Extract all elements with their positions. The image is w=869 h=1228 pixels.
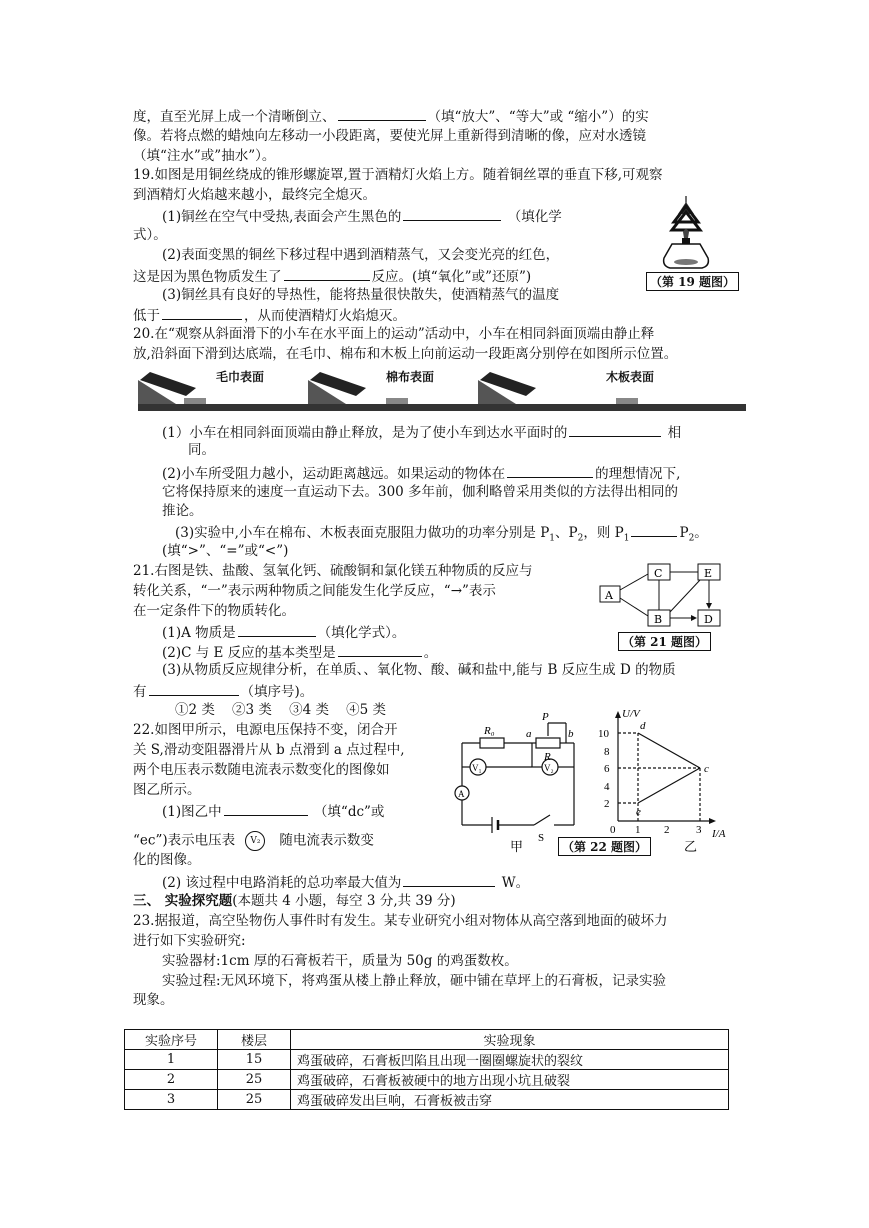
table-cell: 2	[125, 1070, 218, 1090]
header-cell: 实验序号	[125, 1030, 218, 1050]
substance-relation-diagram	[598, 560, 738, 632]
label-v1: V₁	[472, 763, 482, 773]
point-c: c	[704, 763, 709, 775]
q20-part1-cont: 同。	[188, 442, 215, 458]
table-header-row	[125, 1030, 729, 1050]
answer-blank[interactable]	[507, 463, 593, 478]
ytick-6: 6	[604, 763, 610, 775]
q23-stem-2: 进行如下实验研究:	[133, 933, 246, 949]
ytick-2: 2	[604, 798, 610, 810]
q19-part2-cont: 这是因为黑色物质发生了 反应。(填“氧化”或”还原”)	[133, 266, 531, 286]
xtick-3: 3	[696, 824, 702, 836]
table-cell: 15	[218, 1050, 291, 1070]
q19-caption: （第 19 题图）	[646, 272, 739, 291]
q19-part1: (1)铜丝在空气中受热,表面会产生黑色的 （填化学	[162, 206, 562, 226]
label-ammeter: A	[458, 789, 465, 799]
section-3-heading: 三、 实验探究题(本题共 4 小题，每空 3 分,共 39 分)	[133, 893, 456, 909]
table-cell: 25	[218, 1090, 291, 1110]
q20-stem: 20.在“观察从斜面滑下的小车在水平面上的运动”活动中，小车在相同斜面顶端由静止释	[133, 326, 655, 342]
label-v2: V₂	[544, 763, 554, 773]
q20-part2: (2)小车所受阻力越小，运动距离越远。如果运动的物体在 的理想情况下,	[162, 463, 680, 483]
alcohol-lamp-illustration	[650, 192, 740, 272]
xtick-2: 2	[664, 824, 670, 836]
q21-part3: (3)从物质反应规律分析，在单质、、氧化物、酸、碱和盐中,能与 B 反应生成 D 的物质	[162, 662, 676, 678]
q21-part3-cont: 有 （填序号)。	[133, 681, 313, 701]
point-d: d	[640, 720, 646, 732]
answer-blank[interactable]	[403, 872, 495, 887]
header-cell: 实验现象	[291, 1030, 729, 1050]
q22-stem-3: 两个电压表示数随电流表示数变化的图像如	[133, 762, 390, 778]
q23-stem: 23.据报道，高空坠物伤人事件时有发生。某专业研究小组对物体从高空落到地面的破坏力	[133, 913, 668, 929]
q21-figure	[598, 560, 738, 652]
label-r0: R₀	[484, 725, 495, 737]
node-e: E	[704, 567, 713, 580]
q23-materials: 实验器材:1cm 厚的石膏板若干，质量为 50g 的鸡蛋数枚。	[162, 953, 518, 969]
label-b: b	[568, 728, 574, 740]
ramp-illustrations	[136, 366, 746, 414]
point-e: e	[636, 806, 641, 818]
ytick-4: 4	[604, 781, 610, 793]
q18-line3: （填“注水”或”抽水”）。	[133, 148, 276, 164]
ytick-10: 10	[598, 728, 609, 740]
q22-figure	[450, 705, 740, 855]
q22-stem: 22.如图甲所示，电源电压保持不变，闭合开	[133, 722, 398, 738]
table-row	[125, 1070, 729, 1090]
table-cell: 鸡蛋破碎，石膏板凹陷且出现一圈圈螺旋状的裂纹	[291, 1050, 729, 1070]
q19-stem-2: 到酒精灯火焰越来越小，最终完全熄灭。	[133, 187, 376, 203]
surface-label-cotton: 棉布表面	[386, 370, 435, 384]
answer-blank[interactable]	[162, 305, 242, 320]
q21-stem-2: 转化关系，“一”表示两种物质之间能发生化学反应，“→”表示	[133, 583, 496, 599]
q21-part2: (2)C 与 E 反应的基本类型是 。	[162, 642, 437, 662]
answer-blank[interactable]	[631, 522, 677, 537]
q20-part1: (1）小车在相同斜面顶端由静止释放，是为了使小车到达水平面时的 相	[162, 422, 681, 442]
q22-stem-2: 关 S,滑动变阻器滑片从 b 点滑到 a 点过程中,	[133, 742, 405, 758]
surface-label-towel: 毛巾表面	[216, 370, 265, 384]
node-d: D	[704, 613, 713, 626]
q22-stem-4: 图乙所示。	[133, 782, 201, 798]
table-cell: 鸡蛋破碎，石膏板被硬中的地方出现小坑且破裂	[291, 1070, 729, 1090]
answer-blank[interactable]	[149, 681, 239, 696]
q22-part1: (1)图乙中 （填“dc”或	[162, 801, 384, 821]
q22-part1-cont: “ec”)表示电压表 V₂ 随电流表示数变	[133, 831, 374, 851]
header-cell: 楼层	[218, 1030, 291, 1050]
ytick-8: 8	[604, 746, 610, 758]
answer-blank[interactable]	[238, 622, 316, 637]
answer-blank[interactable]	[338, 106, 426, 121]
experiment-table	[124, 1029, 729, 1110]
q21-caption: （第 21 题图）	[618, 632, 711, 651]
label-p: P	[542, 711, 549, 723]
table-cell: 1	[125, 1050, 218, 1070]
node-b: B	[654, 613, 663, 626]
q22-part2: (2) 该过程中电路消耗的总功率最大值为 W。	[162, 872, 529, 892]
surface-label-wood: 木板表面	[606, 370, 655, 384]
graph-xlabel: I/A	[712, 828, 726, 840]
label-r: R	[544, 751, 551, 763]
q20-part3: (3)实验中,小车在棉布、木板表面克服阻力做功的功率分别是 $P_1$、$P_2$，则 $P_1$ $P_2$。	[175, 522, 708, 548]
q19-part2: (2)表面变黑的铜丝下移过程中遇到酒精蒸气，又会变光亮的红色，	[162, 247, 560, 263]
q23-procedure: 实验过程:无风环境下，将鸡蛋从楼上静止释放，砸中铺在草坪上的石膏板，记录实验	[162, 973, 667, 989]
node-c: C	[654, 567, 663, 580]
q21-stem-3: 在一定条件下的物质转化。	[133, 603, 295, 619]
q21-stem: 21.右图是铁、盐酸、氢氧化钙、硫酸铜和氯化镁五种物质的反应与	[133, 563, 533, 579]
q20-figure	[136, 366, 746, 414]
q21-options: ①2 类 ②3 类 ③4 类 ④5 类	[175, 702, 387, 718]
q19-figure	[650, 192, 740, 297]
node-a: A	[605, 589, 613, 602]
q19-stem: 19.如图是用铜丝绕成的锥形螺旋罩,置于酒精灯火焰上方。随着铜丝罩的垂直下移,可观察	[133, 167, 663, 183]
label-yi: 乙	[684, 839, 698, 854]
q22-caption: （第 22 题图）	[558, 837, 651, 856]
label-a: a	[526, 728, 532, 740]
answer-blank[interactable]	[569, 422, 661, 437]
q20-part2-cont: 它将保持原来的速度一直运动下去。300 多年前，伽利略曾采用类似的方法得出相同的	[162, 484, 679, 500]
q20-part2-cont2: 推论。	[162, 503, 203, 519]
xtick-1: 1	[635, 824, 641, 836]
xtick-0: 0	[610, 824, 616, 836]
q18-line1: 度，直至光屏上成一个清晰倒立、 （填“放大”、“等大”或 “缩小”）的实	[133, 106, 649, 126]
voltmeter-v2-icon: V₂	[245, 831, 265, 851]
q19-part3-cont: 低于 ，从而使酒精灯火焰熄灭。	[133, 305, 406, 325]
answer-blank[interactable]	[224, 801, 308, 816]
q18-line2: 像。若将点燃的蜡烛向左移动一小段距离，要使光屏上重新得到清晰的像，应对水透镜	[133, 128, 646, 144]
table-row	[125, 1050, 729, 1070]
q22-part1-cont2: 化的图像。	[133, 852, 201, 868]
answer-blank[interactable]	[338, 642, 422, 657]
q23-procedure-cont: 现象。	[133, 992, 174, 1008]
q20-stem-2: 放,沿斜面下滑到达底端，在毛巾、棉布和木板上向前运动一段距离分别停在如图所示位置。	[133, 346, 678, 362]
circuit-and-graph	[450, 705, 740, 855]
q21-part1: (1)A 物质是 （填化学式）。	[162, 622, 405, 642]
table-cell: 鸡蛋破碎发出巨响，石膏板被击穿	[291, 1090, 729, 1110]
q20-part3-cont: (填“>”、“=”或“<”)	[162, 543, 289, 559]
table-cell: 25	[218, 1070, 291, 1090]
table-row	[125, 1090, 729, 1110]
table-cell: 3	[125, 1090, 218, 1110]
q19-part3: (3)铜丝具有良好的导热性，能将热量很快散失，使酒精蒸气的温度	[162, 287, 560, 303]
graph-ylabel: U/V	[622, 708, 640, 720]
label-jia: 甲	[510, 839, 524, 854]
label-s: S	[538, 832, 545, 844]
answer-blank[interactable]	[284, 266, 370, 281]
q19-part1-cont: 式）。	[133, 227, 167, 243]
answer-blank[interactable]	[403, 206, 501, 221]
